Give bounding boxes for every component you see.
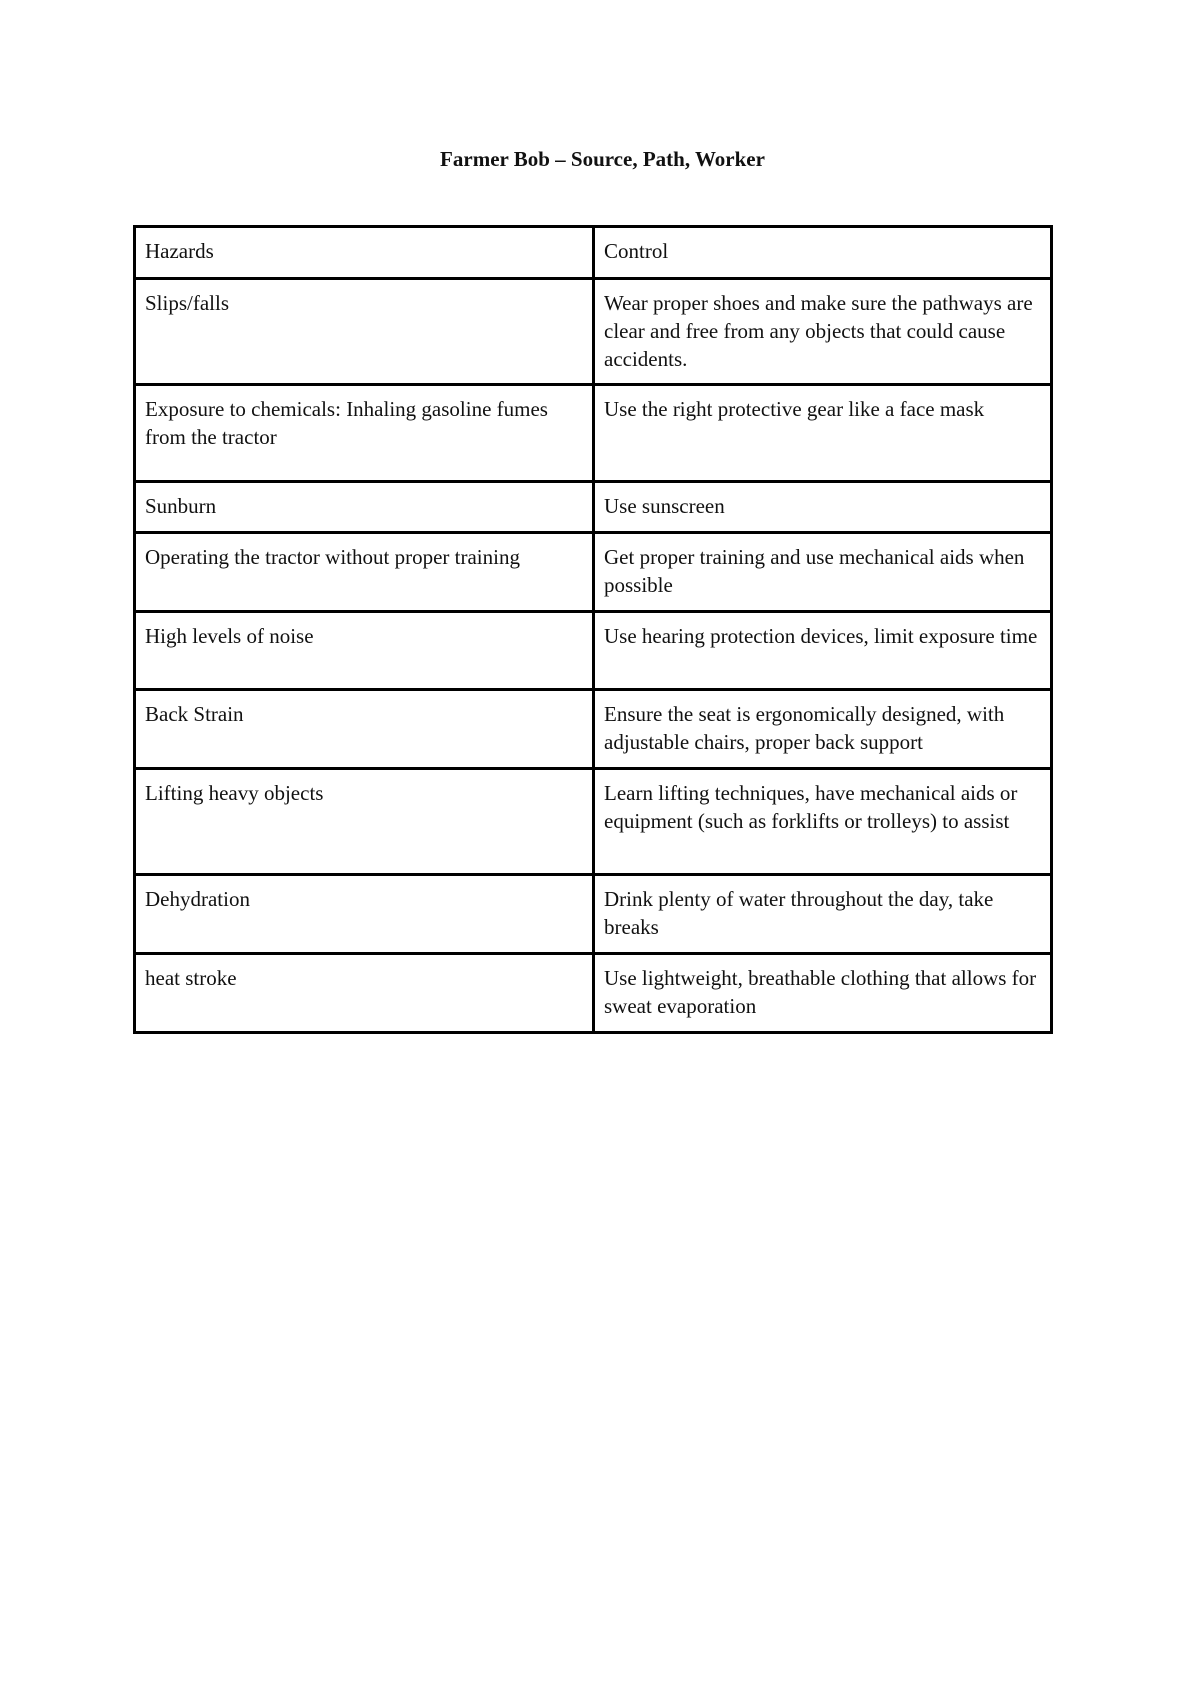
hazard-control-table: [133, 225, 1053, 1034]
hazard-cell: Operating the tractor without proper training: [135, 533, 594, 612]
hazard-cell: Exposure to chemicals: Inhaling gasoline fumes from the tractor: [135, 385, 594, 482]
control-cell: Drink plenty of water throughout the day, take breaks: [594, 875, 1052, 954]
table-row: [135, 612, 1052, 690]
header-hazards: Hazards: [135, 227, 594, 279]
table-header-row: [135, 227, 1052, 279]
page-title: Farmer Bob – Source, Path, Worker: [440, 147, 765, 171]
hazard-cell: Sunburn: [135, 482, 594, 533]
control-cell: Ensure the seat is ergonomically designed, with adjustable chairs, proper back support: [594, 690, 1052, 769]
table-row: [135, 769, 1052, 875]
hazard-cell: Slips/falls: [135, 279, 594, 385]
control-cell: Use sunscreen: [594, 482, 1052, 533]
table-row: [135, 954, 1052, 1033]
table-row: [135, 690, 1052, 769]
hazard-cell: Dehydration: [135, 875, 594, 954]
hazard-cell: heat stroke: [135, 954, 594, 1033]
hazard-cell: Back Strain: [135, 690, 594, 769]
table-row: [135, 875, 1052, 954]
control-cell: Use the right protective gear like a face mask: [594, 385, 1052, 482]
hazard-cell: Lifting heavy objects: [135, 769, 594, 875]
table-body: [135, 227, 1052, 1033]
table-row: [135, 533, 1052, 612]
table-row: [135, 385, 1052, 482]
control-cell: Wear proper shoes and make sure the pathways are clear and free from any objects that could cause accidents.: [594, 279, 1052, 385]
control-cell: Learn lifting techniques, have mechanical aids or equipment (such as forklifts or trolleys) to assist: [594, 769, 1052, 875]
hazard-cell: High levels of noise: [135, 612, 594, 690]
table-row: [135, 482, 1052, 533]
control-cell: Get proper training and use mechanical aids when possible: [594, 533, 1052, 612]
control-cell: Use hearing protection devices, limit exposure time: [594, 612, 1052, 690]
table-row: [135, 279, 1052, 385]
control-cell: Use lightweight, breathable clothing that allows for sweat evaporation: [594, 954, 1052, 1033]
header-control: Control: [594, 227, 1052, 279]
